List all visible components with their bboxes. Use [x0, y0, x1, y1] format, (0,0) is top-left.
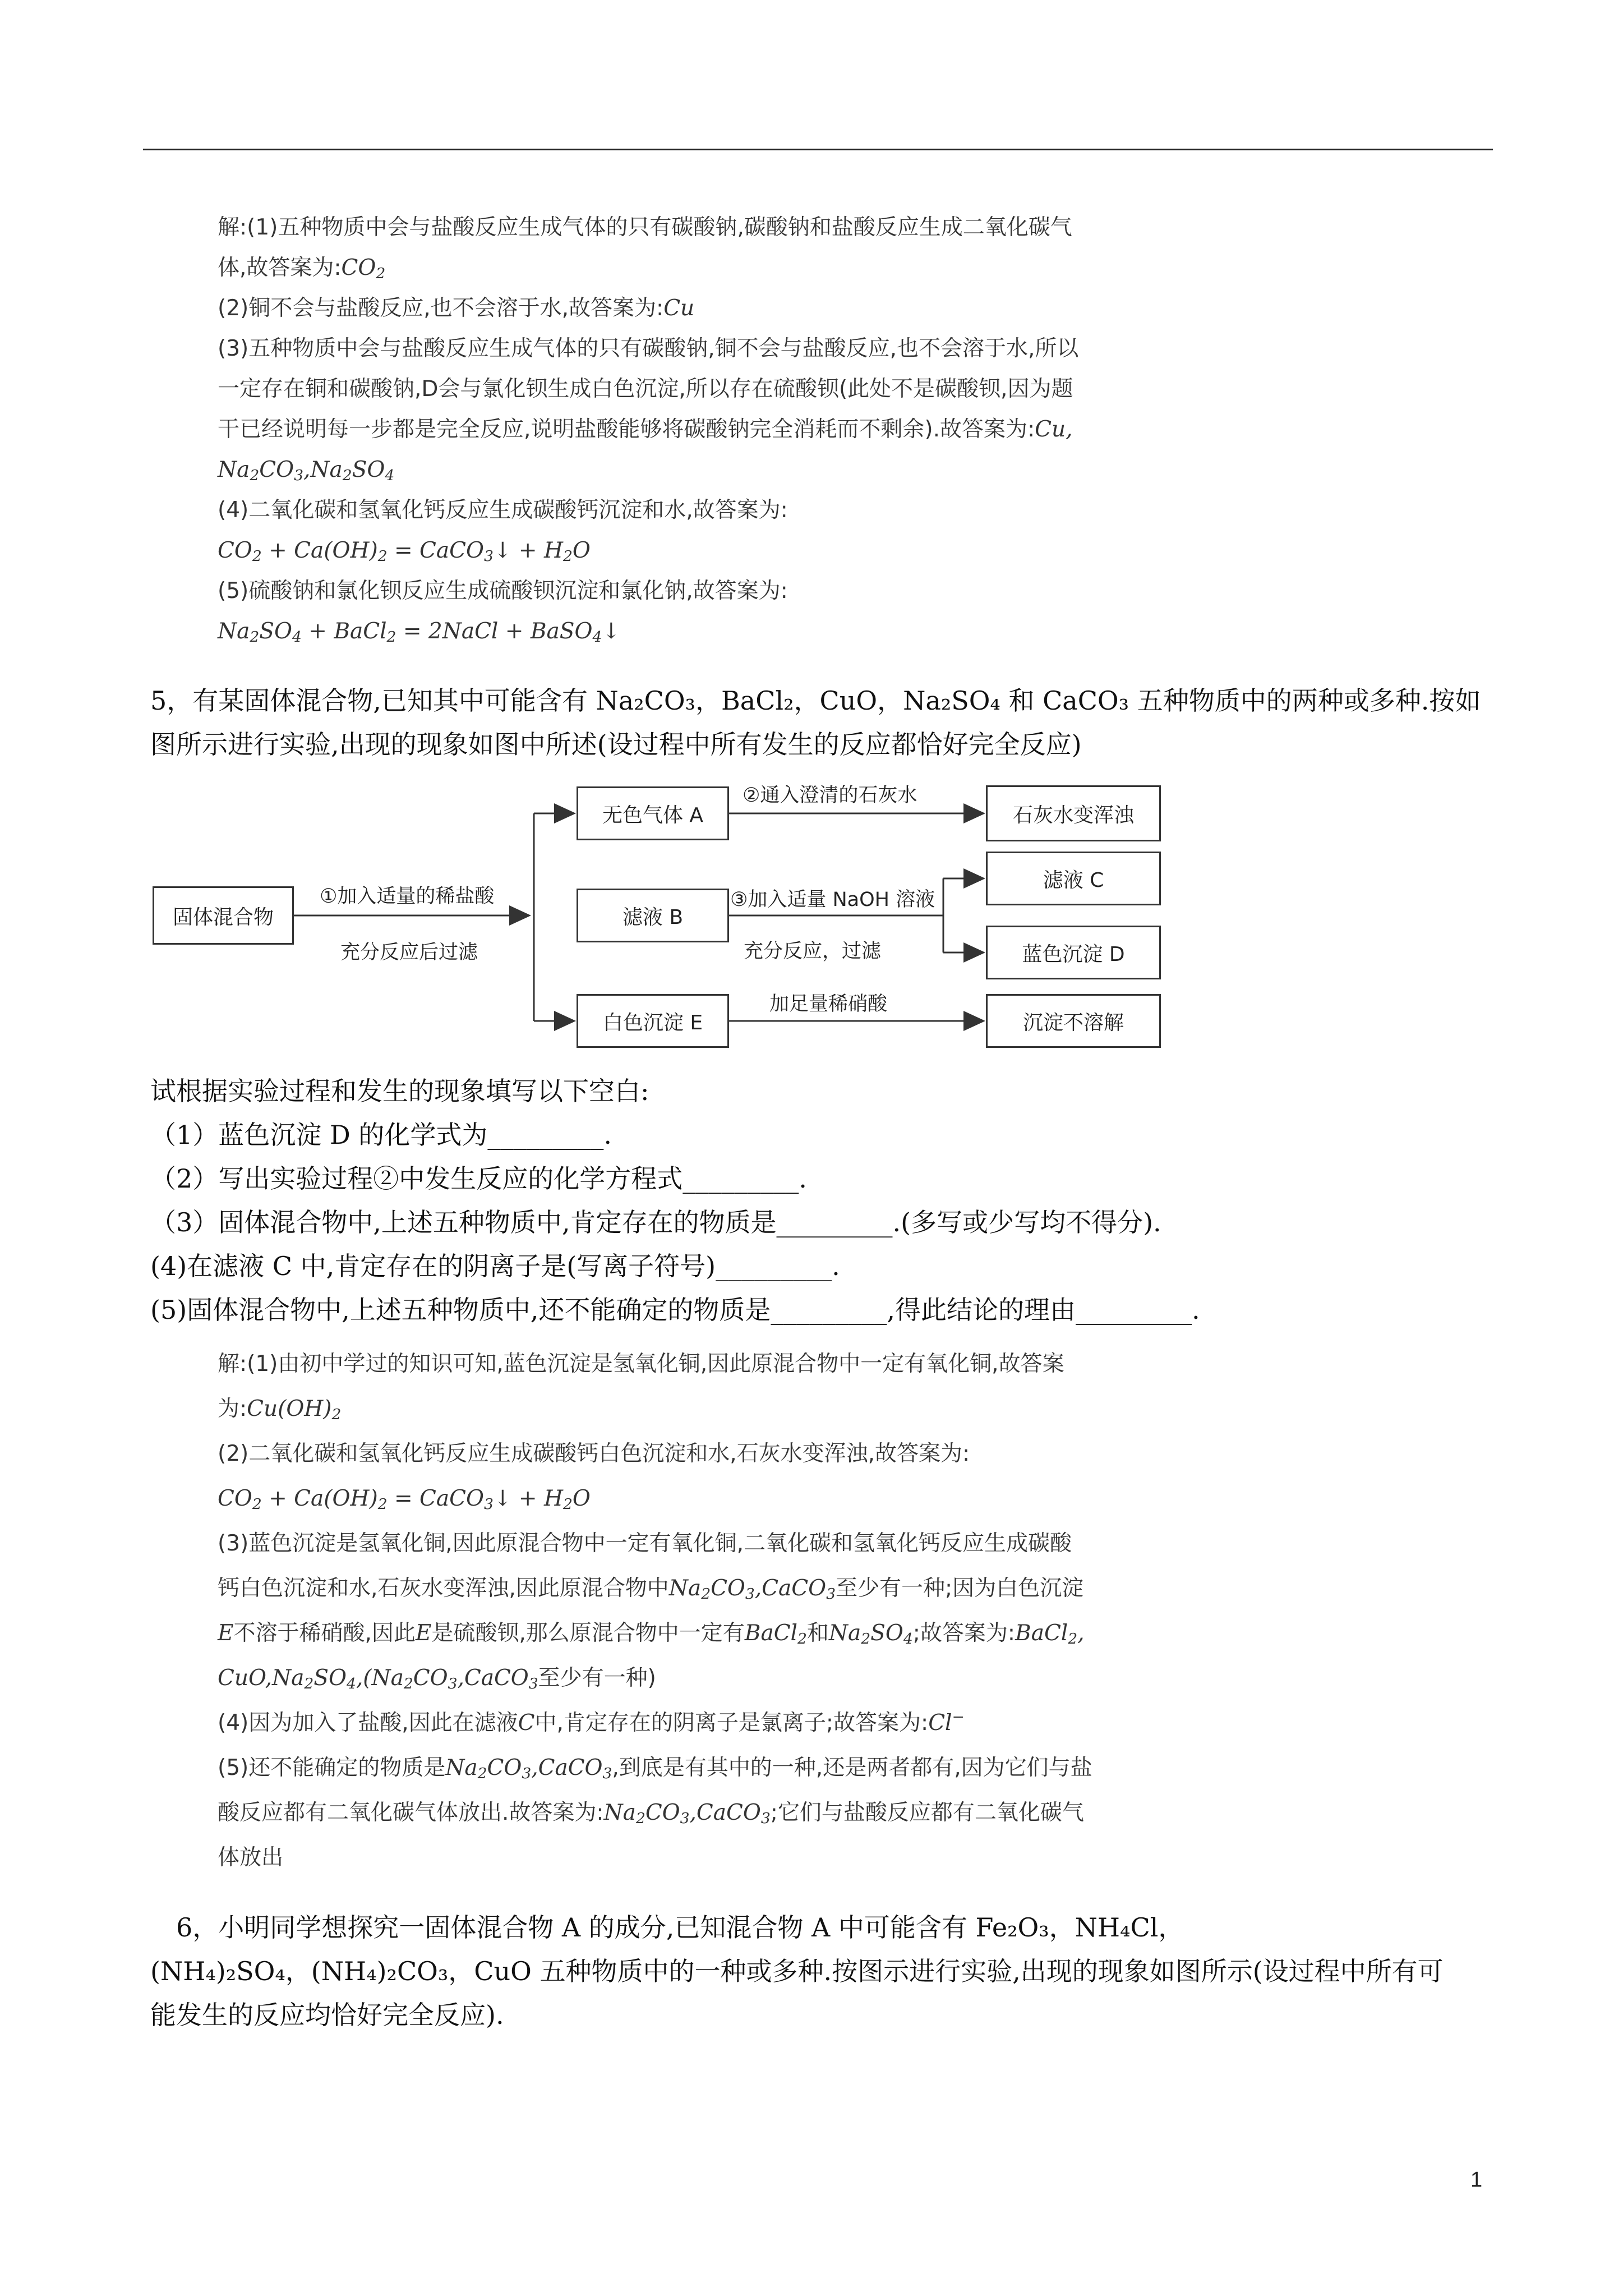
- question-line: (NH₄)₂SO₄，(NH₄)₂CO₃，CuO 五种物质中的一种或多种.按图示进行实验,出现的现象如图所示(设过程中所有可: [150, 1956, 1444, 1986]
- equation-line: $Na_2SO_4$ + BaCl$_2$ = 2NaCl + BaSO$_4$↓: [218, 619, 621, 646]
- prompt-1: （1）蓝色沉淀 D 的化学式为_________.: [150, 1120, 612, 1150]
- solution-5-line: 解:(1)由初中学过的知识可知,蓝色沉淀是氢氧化铜,因此原混合物中一定有氧化铜,故答案: [218, 1351, 1064, 1377]
- box-filtrate-c: 滤液 C: [986, 852, 1161, 905]
- question-5-stem: [150, 679, 1481, 766]
- experiment-flowchart: [147, 774, 1168, 1060]
- label-step1-filter: 充分反应后过滤: [340, 941, 478, 964]
- box-filtrate-b: 滤液 B: [577, 889, 729, 942]
- question-line: 能发生的反应均恰好完全反应).: [150, 2000, 504, 2030]
- question-5-prompts: [150, 1069, 1200, 1332]
- solution-5-line: (2)二氧化碳和氢氧化钙反应生成碳酸钙白色沉淀和水,石灰水变浑浊,故答案为:: [218, 1441, 970, 1466]
- label-step3: ③加入适量 NaOH 溶液: [730, 889, 935, 911]
- page-number: 1: [1470, 2168, 1483, 2192]
- box-white-precipitate-e: 白色沉淀 E: [577, 994, 729, 1048]
- label-step4: 加足量稀硝酸: [769, 993, 888, 1015]
- solution-4-line: 干已经说明每一步都是完全反应,说明盐酸能够将碳酸钠完全消耗而不剩余).故答案为:Cu,: [218, 417, 1073, 442]
- solution-5-line: (5)还不能确定的物质是$Na_2CO_3,CaCO_3$,到底是有其中的一种,还是两者都有,因为它们与盐: [218, 1755, 1092, 1782]
- solution-4-line: (4)二氧化碳和氢氧化钙反应生成碳酸钙沉淀和水,故答案为:: [218, 498, 788, 523]
- solution-5-line: (4)因为加入了盐酸,因此在滤液C中,肯定存在的阴离子是氯离子;故答案为:Cl−: [218, 1708, 965, 1736]
- solution-5-line: (3)蓝色沉淀是氢氧化铜,因此原混合物中一定有氧化铜,二氧化碳和氢氧化钙反应生成碳酸: [218, 1531, 1072, 1556]
- equation-line: $CO_2 + Ca(OH)_2$ = CaCO$_3$↓ + $H_2O$: [218, 538, 591, 565]
- solution-5: [218, 1342, 1092, 1880]
- solution-4-line: 解:(1)五种物质中会与盐酸反应生成气体的只有碳酸钠,碳酸钠和盐酸反应生成二氧化碳气: [218, 215, 1072, 240]
- solution-4-line: 一定存在铜和碳酸钠,D会与氯化钡生成白色沉淀,所以存在硫酸钡(此处不是碳酸钡,因为题: [218, 376, 1073, 402]
- box-gas-a: 无色气体 A: [577, 786, 729, 840]
- label-step1: ①加入适量的稀盐酸: [320, 885, 495, 908]
- label-step3-filter: 充分反应，过滤: [744, 940, 882, 963]
- solution-5-line: 为$:Cu(OH)_2$: [218, 1396, 342, 1423]
- label-step2: ②通入澄清的石灰水: [743, 784, 917, 807]
- solution-4: [218, 208, 1078, 652]
- solution-5-line: 钙白色沉淀和水,石灰水变浑浊,因此原混合物中$Na_2CO_3,CaCO_3$至少有一种;因为白色沉淀: [218, 1576, 1084, 1603]
- equation-line: $CO_2 + Ca(OH)_2$ = CaCO$_3$↓ + $H_2O$: [218, 1486, 591, 1513]
- box-limewater-turbid: 石灰水变浑浊: [986, 785, 1161, 841]
- solution-4-line: 体,故答案为$:CO_2$: [218, 255, 386, 282]
- prompt-3: （3）固体混合物中,上述五种物质中,肯定存在的物质是_________.(多写或少写均不得分).: [150, 1207, 1161, 1237]
- prompt-5: (5)固体混合物中,上述五种物质中,还不能确定的物质是_________,得此结论的理由_________.: [150, 1295, 1200, 1325]
- solution-4-line: (3)五种物质中会与盐酸反应生成气体的只有碳酸钠,铜不会与盐酸反应,也不会溶于水,所以: [218, 336, 1079, 361]
- solution-5-line: 酸反应都有二氧化碳气体放出.故答案为$:Na_2CO_3,CaCO_3$;它们与盐酸反应都有二氧化碳气: [218, 1800, 1084, 1827]
- solution-4-line: (2)铜不会与盐酸反应,也不会溶于水,故答案为:Cu: [218, 296, 695, 321]
- prompt-4: (4)在滤液 C 中,肯定存在的阴离子是(写离子符号)_________.: [150, 1251, 840, 1281]
- prompt-2: （2）写出实验过程②中发生反应的化学方程式_________.: [150, 1163, 807, 1194]
- solution-4-line: (5)硫酸钠和氯化钡反应生成硫酸钡沉淀和氯化钠,故答案为:: [218, 578, 788, 604]
- box-precipitate-insoluble: 沉淀不溶解: [986, 994, 1161, 1048]
- solution-5-line: 体放出: [218, 1845, 284, 1870]
- prompt-intro: 试根据实验过程和发生的现象填写以下空白:: [150, 1076, 649, 1106]
- solution-5-line: E不溶于稀硝酸,因此E是硫酸钡,那么原混合物中一定有BaCl$_2$和$Na_2SO_4$;故答案为:BaCl$_2$,: [218, 1621, 1085, 1648]
- formula-line: $Na_2CO_3,Na_2SO_4$: [218, 457, 395, 484]
- question-line: 图所示进行实验,出现的现象如图中所述(设过程中所有发生的反应都恰好完全反应): [150, 729, 1082, 760]
- question-6-stem: [150, 1906, 1444, 2037]
- header-rule: [143, 149, 1493, 150]
- question-line: 6，小明同学想探究一固体混合物 A 的成分,已知混合物 A 中可能含有 Fe₂O₃，NH₄Cl，: [176, 1912, 1184, 1943]
- question-line: 5，有某固体混合物,已知其中可能含有 Na₂CO₃，BaCl₂，CuO，Na₂SO₄ 和 CaCO₃ 五种物质中的两种或多种.按如: [150, 685, 1481, 716]
- solution-5-line: $CuO,Na_2SO_4,(Na_2CO_3,CaCO_3$至少有一种): [218, 1665, 656, 1692]
- box-blue-precipitate-d: 蓝色沉淀 D: [986, 926, 1161, 979]
- box-solid-mixture: 固体混合物: [153, 886, 294, 945]
